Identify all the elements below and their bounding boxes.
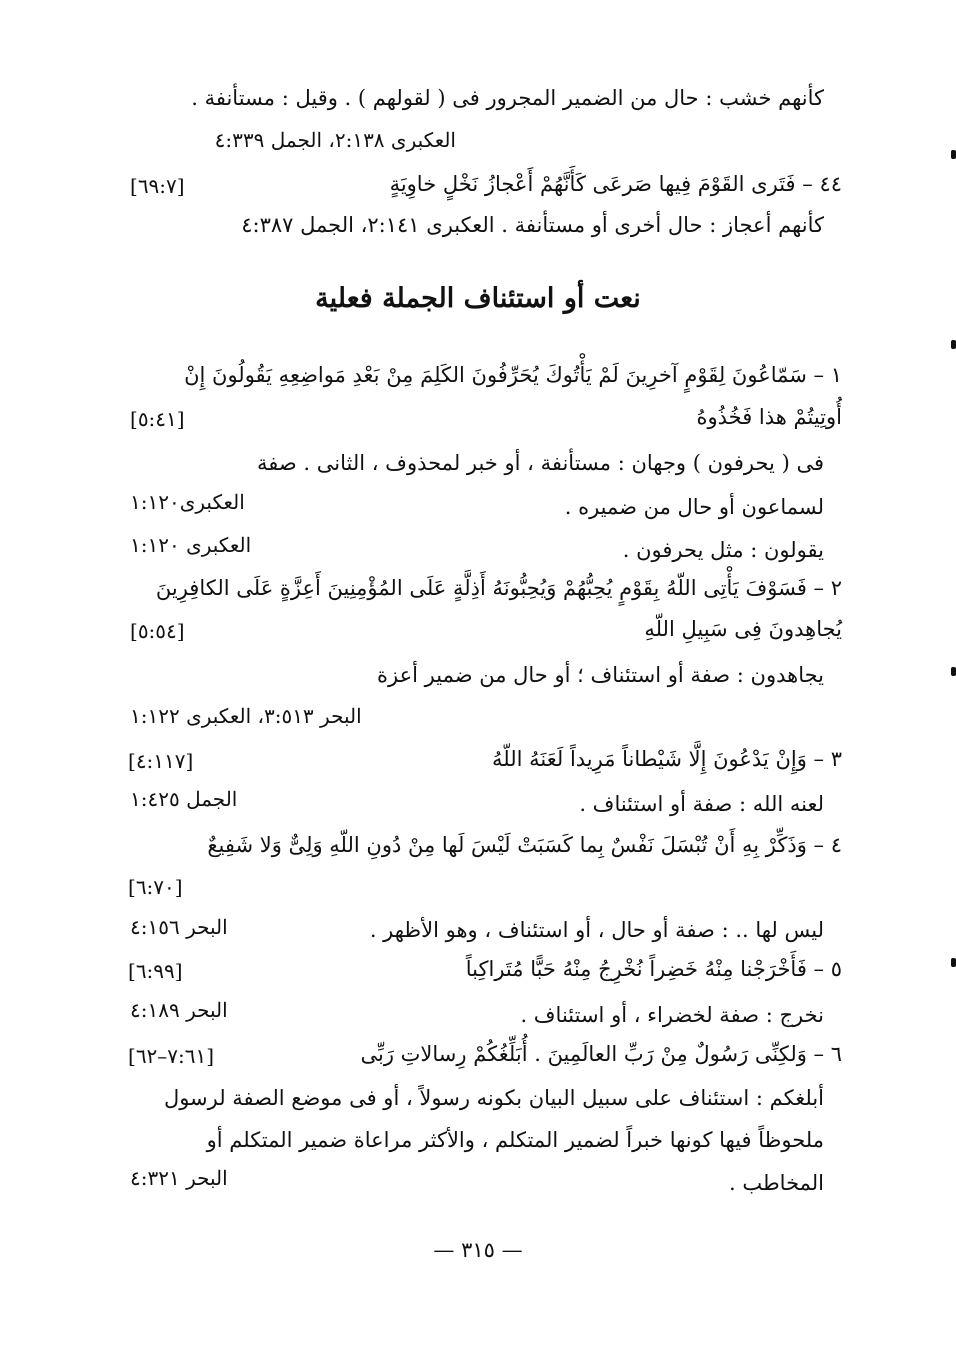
verse-line: ٥ – فَأَخْرَجْنا مِنْهُ خَضِراً نُخْرِجُ مِنْهُ حَبًّا مُتَراكِباً [465, 957, 842, 981]
text-line: ملحوظاً فيها كونها خبراً لضمير المتكلم ، والأكثر مراعاة ضمير المتكلم أو [206, 1128, 824, 1152]
verse-line: ٤٤ – فَتَرى القَوْمَ فِيها صَرعَى كَأَنَّهُمْ أَعْجازُ نَخْلٍ خاوِيَةٍ [389, 172, 842, 196]
verse-line: ٢ – فَسَوْفَ يَأْتِى اللّهُ بِقَوْمٍ يُحِبُّهُمْ وَيُحِبُّونَهُ أَذِلَّةٍ عَلَى المُؤْمِنِينَ أَعِزَّةٍ عَلَى الكافِرِينَ [155, 576, 842, 600]
verse-reference: [٦:٧٠] [128, 875, 183, 899]
verse-line: ١ – سَمّاعُونَ لِقَوْمٍ آخرِينَ لَمْ يَأْتُوكَ يُحَرِّفُونَ الكَلِمَ مِنْ بَعْدِ مَواضِعِهِ يَقُولُونَ إِنْ [184, 363, 842, 387]
reference: البحر ٤:١٥٦ [130, 915, 228, 939]
text-line: يقولون : مثل يحرفون . [622, 538, 824, 562]
verse-reference: [٥:٤١] [130, 407, 185, 431]
verse-line: ٣ – وَإِنْ يَدْعُونَ إِلَّا شَيْطاناً مَرِيداً لَعَنَهُ اللّهُ [492, 747, 842, 771]
text-line: كأنهم خشب : حال من الضمير المجرور فى ( لقولهم ) . وقيل : مستأنفة . [191, 86, 824, 110]
reference: الجمل ١:٤٢٥ [130, 787, 238, 811]
text-line: فى ( يحرفون ) وجهان : مستأنفة ، أو خبر لمحذوف ، الثانى . صفة [257, 451, 824, 475]
section-heading: نعت أو استئناف الجملة فعلية [315, 283, 641, 314]
margin-mark [951, 340, 956, 349]
text-line: ليس لها .. : صفة أو حال ، أو استئناف ، وهو الأظهر . [369, 918, 824, 942]
page-number: — ٣١٥ — [433, 1238, 523, 1262]
text-line: يجاهدون : صفة أو استئناف ؛ أو حال من ضمير أعزة [377, 663, 824, 687]
reference: العكبرى١:١٢٠ [130, 490, 245, 514]
verse-reference: [٦:٩٩] [128, 959, 183, 983]
reference: البحر ٤:١٨٩ [130, 998, 228, 1022]
verse-line: ٦ – وَلكِنِّى رَسُولٌ مِنْ رَبِّ العالَمِينَ . أُبَلِّغُكُمْ رِسالاتِ رَبِّى [360, 1042, 842, 1066]
reference: العكبرى ١:١٢٠ [130, 533, 252, 557]
text-line: لسماعون أو حال من ضميره . [564, 495, 824, 519]
text-line: نخرج : صفة لخضراء ، أو استئناف . [520, 1003, 824, 1027]
verse-line: أُوتِيتُمْ هذا فَخُذُوهُ [696, 405, 842, 429]
margin-mark [951, 958, 956, 967]
reference: البحر ٤:٣٢١ [130, 1166, 228, 1190]
verse-line: ٤ – وَذَكِّرْ بِهِ أَنْ تُبْسَلَ نَفْسٌ بِما كَسَبَتْ لَيْسَ لَها مِنْ دُونِ اللّهِ وَلِىٌّ وَلا شَفِيعٌ [207, 833, 842, 857]
verse-reference: [٥:٥٤] [130, 619, 185, 643]
text-line: أبلغكم : استئناف على سبيل البيان بكونه رسولاً ، أو فى موضع الصفة لرسول [163, 1086, 824, 1110]
verse-reference: [٦٩:٧] [130, 174, 185, 198]
margin-mark [951, 150, 956, 159]
margin-mark [951, 667, 956, 676]
reference: العكبرى ٢:١٣٨، الجمل ٤:٣٣٩ [214, 128, 456, 152]
reference: البحر ٣:٥١٣، العكبرى ١:١٢٢ [130, 704, 362, 728]
text-line: لعنه الله : صفة أو استئناف . [579, 792, 824, 816]
verse-reference: [٧:٦١–٦٢] [128, 1044, 215, 1068]
verse-line: يُجاهِدونَ فِى سَبِيلِ اللّهِ [644, 617, 842, 641]
text-line: كأنهم أعجاز : حال أخرى أو مستأنفة . العكبرى ٢:١٤١، الجمل ٤:٣٨٧ [241, 213, 824, 237]
verse-reference: [٤:١١٧] [128, 749, 194, 773]
text-line: المخاطب . [728, 1171, 824, 1195]
